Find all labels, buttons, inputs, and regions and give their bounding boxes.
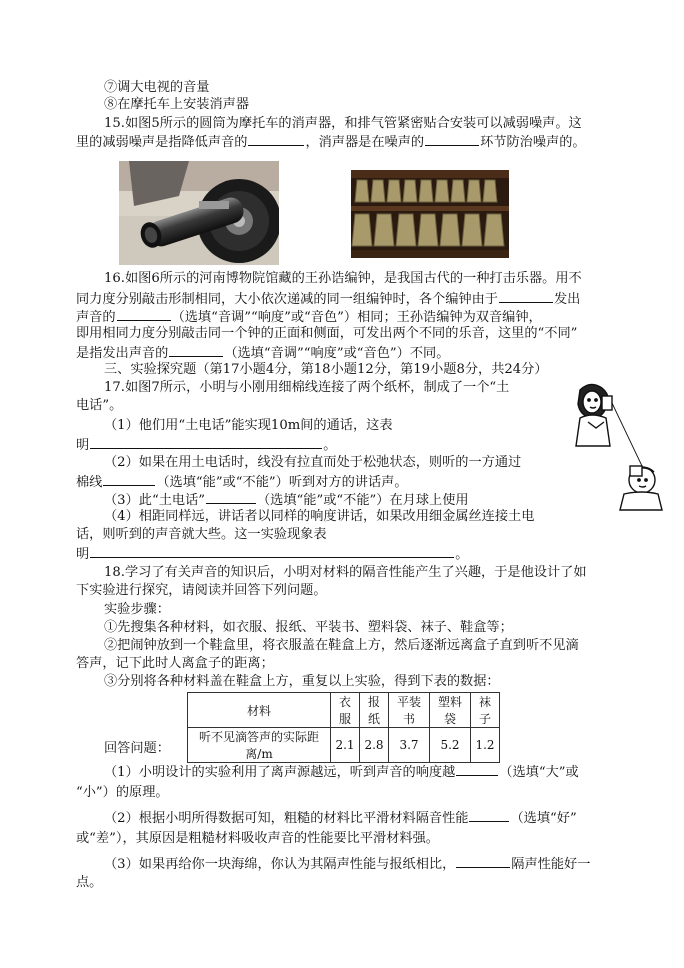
q17-blank-2[interactable] — [103, 473, 155, 486]
q17-text-period: 。 — [323, 438, 337, 453]
q16-text-3a: 声音的 — [76, 310, 116, 325]
list-item-7: ⑦调大电视的音量 — [104, 80, 210, 95]
q17-sub1-b — [76, 436, 336, 454]
q16-text-5a: 是指发出声音的 — [76, 346, 169, 361]
step-3: ③分别将各种材料盖在鞋盒上方，重复以上实验，得到下表的数据： — [104, 674, 500, 689]
q17-text-3a: （3）此“土电话” — [104, 493, 205, 508]
q15-text-c: 环节防治噪声的。 — [480, 135, 586, 150]
q16-text-5b: （选填“音调”“响度”或“音色”）不同。 — [224, 346, 450, 361]
q16-text-3b: （选填“音调”“响度”或“音色”）相同；王孙诰编钟为双音编钟， — [171, 310, 542, 325]
a2-text-b: （选填“好” — [510, 811, 577, 826]
q15-blank-1[interactable] — [248, 133, 304, 146]
answer-1a — [104, 763, 579, 781]
a3-blank[interactable] — [456, 855, 510, 868]
answer-2c: 或“差”），其原因是粗糙材料吸收声音的性能要比平滑材料强。 — [76, 831, 439, 846]
q16-line-4: 即用相同力度分别敲击同一个钟的正面和侧面，可发出两个不同的乐音，这里的“不同” — [76, 326, 578, 341]
q17-line-2: 电话”。 — [76, 398, 123, 413]
q16-blank-1[interactable] — [499, 290, 553, 303]
bianzhong-bells-photo — [351, 170, 509, 258]
q16-blank-3[interactable] — [169, 344, 223, 357]
table-cell: 1.2 — [471, 728, 500, 763]
answer-3c: 点。 — [76, 875, 103, 890]
q17-line-1: 17.如图7所示，小明与小刚用细棉线连接了两个纸杯，制成了一个“土 — [104, 380, 510, 395]
q17-blank-1[interactable] — [90, 436, 322, 449]
answer-1c: “小”）的原理。 — [76, 785, 169, 800]
data-table — [187, 692, 500, 763]
q16-text-2a: 同力度分别敲击形制相同，大小依次递减的同一组编钟时，各个编钟由于 — [76, 292, 498, 307]
q18-line-2: 下实验进行探究，请阅读并回答下列问题。 — [76, 583, 327, 598]
q15-line-1: 15.如图5所示的圆筒为摩托车的消声器，和排气管紧密贴合安装可以减弱噪声。这 — [104, 116, 582, 131]
list-item-8: ⑧在摩托车上安装消声器 — [104, 97, 250, 112]
string-telephone-figure — [566, 382, 668, 512]
step-2b: 答声，记下此时人离盒子的距离； — [76, 656, 274, 671]
table-cell: 5.2 — [430, 728, 471, 763]
a1-text-b: （选填“大”或 — [499, 765, 579, 780]
step-2a: ②把闹钟放到一个鞋盒里，将衣服盖在鞋盒上方，然后逐渐远离盒子直到听不见滴 — [104, 638, 579, 653]
q15-line-2 — [76, 133, 586, 151]
q16-text-2b: 发出 — [554, 292, 581, 307]
q17-text-ming-2: 明 — [76, 547, 90, 562]
q17-text-3b: （选填“能”或“不能”）在月球上使用 — [257, 493, 469, 508]
q16-blank-2[interactable] — [117, 308, 171, 321]
a2-text-a: （2）根据小明所得数据可知，粗糙的材料比平滑材料隔音性能 — [104, 811, 469, 826]
answer-2a — [104, 809, 577, 827]
steps-title: 实验步骤： — [104, 602, 170, 617]
q17-text-mianxian: 棉线 — [76, 475, 103, 490]
a1-blank[interactable] — [456, 763, 498, 776]
q16-line-2 — [76, 290, 580, 308]
q17-sub2-a: （2）如果在用土电话时，线没有拉直而处于松弛状态，则听的一方通过 — [104, 455, 522, 470]
q18-line-1: 18.学习了有关声音的知识后，小明对材料的隔音性能产生了兴趣，于是他设计了如 — [104, 565, 587, 580]
q17-sub2-b — [76, 473, 408, 491]
answer-3a — [104, 855, 590, 873]
q15-text-a: 里的减弱噪声是指降低声音的 — [76, 135, 248, 150]
answer-title: 回答问题： — [104, 741, 170, 756]
table-cell: 3.7 — [389, 728, 430, 763]
q17-sub3 — [104, 491, 469, 509]
q16-line-3 — [76, 308, 542, 326]
table-header-cell: 袜子 — [471, 693, 500, 728]
q16-line-1: 16.如图6所示的河南博物院馆藏的王孙诰编钟，是我国古代的一种打击乐器。用不 — [104, 271, 582, 286]
q15-blank-2[interactable] — [425, 133, 479, 146]
q17-sub4-c — [76, 545, 468, 563]
table-header-cell: 塑料袋 — [430, 693, 471, 728]
a3-text-a: （3）如果再给你一块海绵，你认为其隔声性能与报纸相比， — [104, 857, 456, 872]
table-header-cell: 报纸 — [360, 693, 389, 728]
q17-text-period-2: 。 — [455, 547, 469, 562]
table-cell: 听不见滴答声的实际距离/m — [188, 728, 331, 763]
table-header-cell: 平装书 — [389, 693, 430, 728]
q17-blank-3[interactable] — [206, 491, 256, 504]
table-header-cell: 材料 — [188, 693, 331, 728]
table-row — [188, 728, 500, 763]
a3-text-b: 隔声性能好一 — [511, 857, 591, 872]
muffler-photo — [119, 161, 279, 265]
q17-blank-4[interactable] — [90, 545, 454, 558]
section-heading: 三、实验探究题（第17小题4分，第18小题12分，第19小题8分，共24分） — [104, 362, 548, 377]
a1-text-a: （1）小明设计的实验利用了离声源越远，听到声音的响度越 — [104, 765, 456, 780]
table-header-row — [188, 693, 500, 728]
a2-blank[interactable] — [469, 809, 509, 822]
q15-text-b: ，消声器是在噪声的 — [305, 135, 425, 150]
q17-sub1-a: （1）他们用“土电话”能实现10m间的通话，这表 — [104, 418, 393, 433]
q16-line-5 — [76, 344, 449, 362]
step-1: ①先搜集各种材料，如衣服、报纸、平装书、塑料袋、袜子、鞋盒等； — [104, 620, 513, 635]
q17-sub4-b: 话，则听到的声音就大些。这一实验现象表 — [76, 527, 327, 542]
table-cell: 2.1 — [331, 728, 360, 763]
table-header-cell: 衣服 — [331, 693, 360, 728]
q17-text-ming: 明 — [76, 438, 90, 453]
table-cell: 2.8 — [360, 728, 389, 763]
q17-sub4-a: （4）相距同样远，讲话者以同样的响度讲话，如果改用细金属丝连接土电 — [104, 509, 535, 524]
q17-text-2c: （选填“能”或“不能”）听到对方的讲话声。 — [156, 475, 408, 490]
